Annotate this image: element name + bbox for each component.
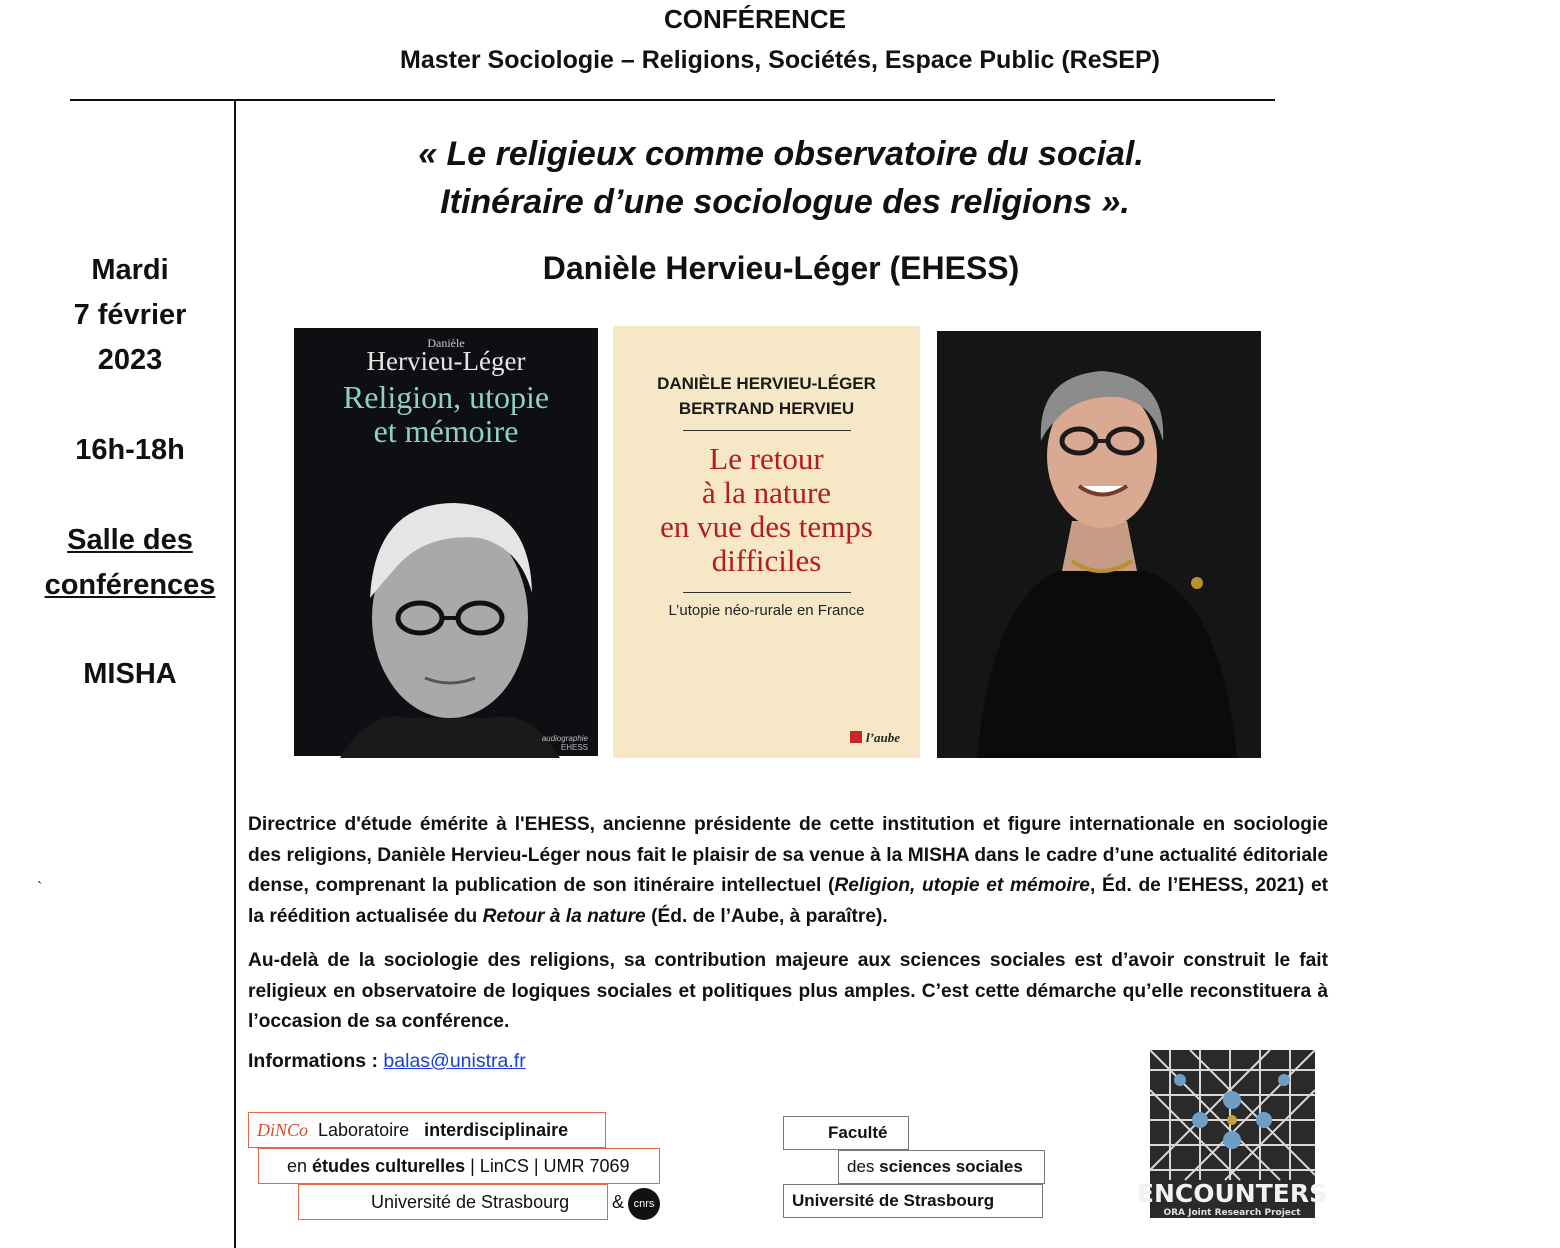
event-room-line1: Salle des [67,524,193,556]
event-date: 7 février [73,299,187,331]
lab-box-2 [258,1148,660,1184]
book1-first-name: Danièle [427,336,465,350]
lab-box-3 [298,1184,608,1220]
book2-subtitle: L’utopie néo-rurale en France [668,602,865,619]
master-program-heading: Master Sociologie – Religions, Sociétés, Espace Public (ReSEP) [400,46,1160,74]
book2-bottom-rule [683,592,851,593]
book2-top-rule [683,430,851,431]
contact-email-link[interactable]: balas@unistra.fr [383,1050,526,1072]
book2-title-line2: à la nature [701,475,832,510]
book2-author2: BERTRAND HERVIEU [678,399,855,418]
lab-line3: Université de Strasbourg [371,1192,570,1212]
talk-title [236,130,1326,226]
p1-book-title-2: Retour à la nature [482,905,646,927]
publisher-square-icon [850,731,862,743]
book1-publisher [542,734,588,752]
lab-line1a: Laboratoire [318,1120,410,1140]
book2-title-line1: Le retour [709,441,824,476]
speaker-photo [937,331,1261,758]
book2-title-line3: en vue des temps [660,509,873,544]
book1-author: Hervieu-Léger [366,346,526,376]
fac-box-3 [783,1184,1043,1218]
encounters-title: ENCOUNTERS [1136,1179,1328,1208]
encounters-logo [1136,1050,1328,1218]
event-time: 16h-18h [75,434,185,466]
contact-label: Informations : [248,1050,384,1072]
fac-box-1 [783,1116,909,1150]
talk-title-line2: Itinéraire d’une sociologue des religions ». [440,183,1130,221]
fac-box-2 [838,1150,1045,1184]
fac-line2a: des [847,1157,875,1176]
book2-publisher [850,730,900,746]
header-divider [70,99,1275,101]
presentation-paragraph-1 [248,810,1328,932]
book1-title-line2: et mémoire [373,413,519,449]
stray-mark: ` [37,880,43,897]
fac-line3: Université de Strasbourg [792,1191,995,1210]
event-day: Mardi [91,254,169,286]
fac-line2b: sciences sociales [879,1157,1023,1176]
event-year: 2023 [97,344,163,376]
faculte-sciences-sociales-logo [783,1116,1045,1221]
p1-book-title-1: Religion, utopie et mémoire [834,875,1090,896]
talk-title-line1: « Le religieux comme observatoire du social. [418,135,1144,173]
event-room-line2: conférences [44,569,216,601]
book1-publisher-name: EHESS [560,743,588,752]
encounters-subtitle: ORA Joint Research Project [1163,1208,1301,1218]
book2-title-line4: difficiles [711,543,822,578]
p1-text-c: (Éd. de l’Aube, à paraître). [645,905,888,927]
book1-title [294,380,598,448]
event-building: MISHA [83,658,177,690]
lab-ampersand: & [612,1192,625,1212]
book2-title [613,442,920,578]
cnrs-logo: cnrs [628,1188,660,1220]
speaker-name: Danièle Hervieu-Léger (EHESS) [542,250,1020,286]
lab-line2a: en [287,1156,308,1176]
lab-line2b: études culturelles [312,1156,466,1176]
contact-info [248,1050,526,1073]
lab-line1b: interdisciplinaire [424,1120,569,1140]
mosaic-pattern-icon [1136,1050,1328,1218]
lincs-lab-logo [248,1112,668,1227]
book-cover-religion-utopie-memoire [294,328,598,756]
fac-line1: Faculté [828,1123,888,1142]
book2-publisher-name: l’aube [866,730,900,745]
book2-author1: DANIÈLE HERVIEU-LÉGER [657,374,876,393]
presentation-paragraph-2: Au-delà de la sociologie des religions, sa contribution majeure aux sciences sociales est d’avoir construit le fait religieux en observatoire de logiques sociales et politiques plus amples. C’est cette démarche qu’elle reconstituera à l’occasion de sa conférence. [248,950,1328,1032]
lab-box-1 [248,1112,606,1148]
lab-line2c: | LinCS | UMR 7069 [470,1156,630,1176]
author-portrait-illustration [330,468,570,758]
p1-text-a: Directrice d'étude émérite à l'EHESS, ancienne présidente de cette institution et figure internationale en sociologie des religions, Danièle Hervieu-Léger nous fait le plaisir de sa venue à la MISHA dans le cadre d’une actualité éditoriale dense, comprenant la publication de son itinéraire intellectuel ( [248,814,1328,896]
speaker-photo-illustration [937,331,1261,758]
book1-title-line1: Religion, utopie [342,379,550,415]
book1-collection: audiographie [541,734,588,743]
lab-mark: DiNCo [257,1120,309,1140]
conference-heading: CONFÉRENCE [663,4,846,34]
book-cover-retour-a-la-nature [613,326,920,758]
p1-text-b: , Éd. de l’EHESS, 2021) et la réédition actualisée du [248,875,1329,927]
